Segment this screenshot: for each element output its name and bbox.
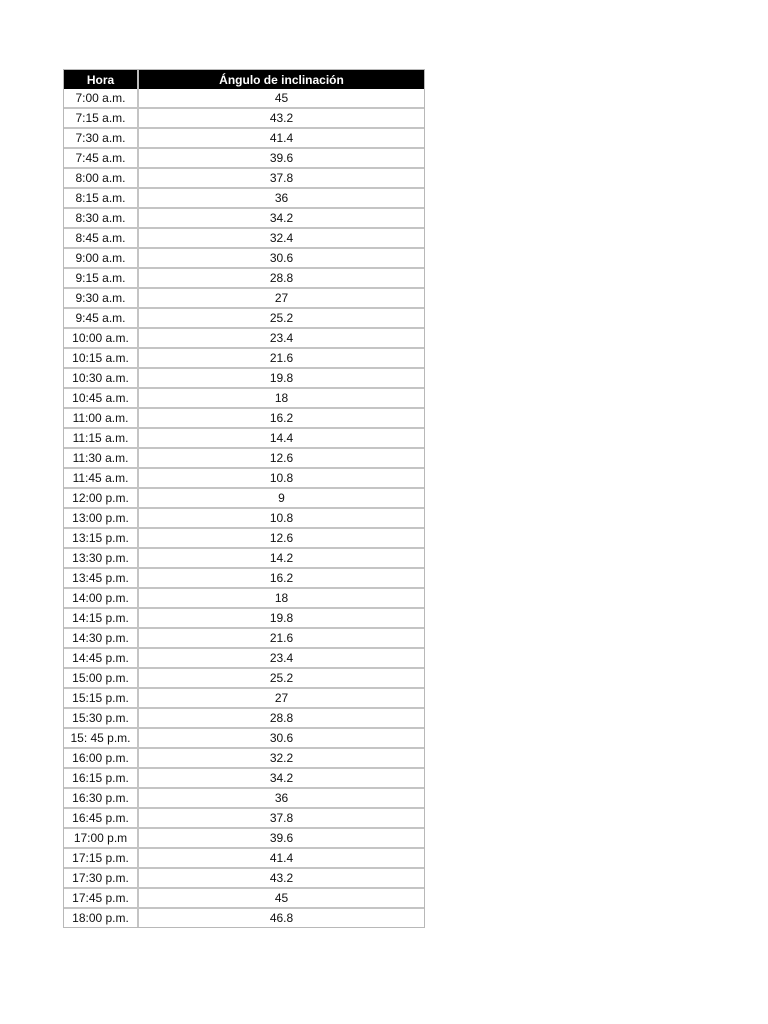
cell-hora: 14:45 p.m. bbox=[64, 648, 138, 668]
cell-hora: 9:00 a.m. bbox=[64, 248, 138, 268]
cell-angulo: 28.8 bbox=[138, 708, 424, 728]
cell-angulo: 21.6 bbox=[138, 348, 424, 368]
cell-hora: 14:30 p.m. bbox=[64, 628, 138, 648]
cell-hora: 7:15 a.m. bbox=[64, 108, 138, 128]
cell-angulo: 46.8 bbox=[138, 908, 424, 927]
table-row bbox=[64, 428, 424, 448]
cell-hora: 13:15 p.m. bbox=[64, 528, 138, 548]
table-row bbox=[64, 308, 424, 328]
cell-hora: 10:00 a.m. bbox=[64, 328, 138, 348]
cell-hora: 17:15 p.m. bbox=[64, 848, 138, 868]
cell-angulo: 10.8 bbox=[138, 468, 424, 488]
cell-hora: 13:00 p.m. bbox=[64, 508, 138, 528]
cell-angulo: 23.4 bbox=[138, 648, 424, 668]
cell-hora: 10:45 a.m. bbox=[64, 388, 138, 408]
cell-angulo: 21.6 bbox=[138, 628, 424, 648]
table-row bbox=[64, 108, 424, 128]
table-row bbox=[64, 188, 424, 208]
cell-angulo: 12.6 bbox=[138, 448, 424, 468]
cell-hora: 13:45 p.m. bbox=[64, 568, 138, 588]
cell-hora: 14:00 p.m. bbox=[64, 588, 138, 608]
cell-angulo: 32.2 bbox=[138, 748, 424, 768]
table-row bbox=[64, 488, 424, 508]
cell-angulo: 16.2 bbox=[138, 408, 424, 428]
table-row bbox=[64, 868, 424, 888]
cell-hora: 17:30 p.m. bbox=[64, 868, 138, 888]
cell-hora: 18:00 p.m. bbox=[64, 908, 138, 927]
cell-angulo: 23.4 bbox=[138, 328, 424, 348]
cell-angulo: 45 bbox=[138, 888, 424, 908]
cell-angulo: 37.8 bbox=[138, 168, 424, 188]
cell-angulo: 34.2 bbox=[138, 768, 424, 788]
table-row bbox=[64, 848, 424, 868]
cell-angulo: 39.6 bbox=[138, 828, 424, 848]
table-row bbox=[64, 288, 424, 308]
cell-hora: 11:30 a.m. bbox=[64, 448, 138, 468]
cell-angulo: 43.2 bbox=[138, 108, 424, 128]
table-row bbox=[64, 148, 424, 168]
cell-hora: 16:00 p.m. bbox=[64, 748, 138, 768]
cell-hora: 13:30 p.m. bbox=[64, 548, 138, 568]
cell-angulo: 41.4 bbox=[138, 128, 424, 148]
cell-angulo: 39.6 bbox=[138, 148, 424, 168]
cell-hora: 8:00 a.m. bbox=[64, 168, 138, 188]
data-table-container bbox=[63, 69, 425, 928]
table-row bbox=[64, 348, 424, 368]
cell-angulo: 43.2 bbox=[138, 868, 424, 888]
table-row bbox=[64, 768, 424, 788]
cell-angulo: 25.2 bbox=[138, 668, 424, 688]
table-row bbox=[64, 568, 424, 588]
cell-hora: 7:45 a.m. bbox=[64, 148, 138, 168]
cell-angulo: 36 bbox=[138, 788, 424, 808]
cell-hora: 16:45 p.m. bbox=[64, 808, 138, 828]
table-row bbox=[64, 828, 424, 848]
cell-angulo: 30.6 bbox=[138, 728, 424, 748]
cell-hora: 17:45 p.m. bbox=[64, 888, 138, 908]
cell-angulo: 32.4 bbox=[138, 228, 424, 248]
cell-hora: 10:30 a.m. bbox=[64, 368, 138, 388]
table-row bbox=[64, 808, 424, 828]
cell-angulo: 19.8 bbox=[138, 608, 424, 628]
cell-angulo: 14.4 bbox=[138, 428, 424, 448]
cell-hora: 15:00 p.m. bbox=[64, 668, 138, 688]
cell-angulo: 16.2 bbox=[138, 568, 424, 588]
cell-hora: 10:15 a.m. bbox=[64, 348, 138, 368]
inclination-table bbox=[64, 70, 424, 927]
table-row bbox=[64, 408, 424, 428]
header-hora: Hora bbox=[64, 70, 138, 89]
table-row bbox=[64, 268, 424, 288]
table-row bbox=[64, 548, 424, 568]
table-row bbox=[64, 248, 424, 268]
table-row bbox=[64, 708, 424, 728]
table-row bbox=[64, 508, 424, 528]
table-row bbox=[64, 168, 424, 188]
table-row bbox=[64, 368, 424, 388]
cell-hora: 8:15 a.m. bbox=[64, 188, 138, 208]
table-row bbox=[64, 888, 424, 908]
table-row bbox=[64, 748, 424, 768]
table-row bbox=[64, 608, 424, 628]
table-row bbox=[64, 328, 424, 348]
cell-angulo: 18 bbox=[138, 388, 424, 408]
cell-hora: 17:00 p.m bbox=[64, 828, 138, 848]
table-row bbox=[64, 588, 424, 608]
table-row bbox=[64, 528, 424, 548]
table-row bbox=[64, 728, 424, 748]
cell-angulo: 12.6 bbox=[138, 528, 424, 548]
cell-angulo: 18 bbox=[138, 588, 424, 608]
cell-angulo: 27 bbox=[138, 688, 424, 708]
cell-angulo: 25.2 bbox=[138, 308, 424, 328]
table-row bbox=[64, 89, 424, 108]
cell-hora: 15: 45 p.m. bbox=[64, 728, 138, 748]
cell-hora: 15:15 p.m. bbox=[64, 688, 138, 708]
cell-hora: 7:00 a.m. bbox=[64, 89, 138, 108]
cell-hora: 12:00 p.m. bbox=[64, 488, 138, 508]
table-body bbox=[64, 89, 424, 927]
cell-angulo: 19.8 bbox=[138, 368, 424, 388]
cell-angulo: 45 bbox=[138, 89, 424, 108]
cell-hora: 8:30 a.m. bbox=[64, 208, 138, 228]
cell-hora: 9:30 a.m. bbox=[64, 288, 138, 308]
cell-hora: 16:15 p.m. bbox=[64, 768, 138, 788]
table-row bbox=[64, 388, 424, 408]
cell-hora: 9:45 a.m. bbox=[64, 308, 138, 328]
cell-hora: 14:15 p.m. bbox=[64, 608, 138, 628]
table-row bbox=[64, 628, 424, 648]
table-row bbox=[64, 788, 424, 808]
cell-angulo: 28.8 bbox=[138, 268, 424, 288]
table-row bbox=[64, 468, 424, 488]
cell-angulo: 9 bbox=[138, 488, 424, 508]
cell-hora: 8:45 a.m. bbox=[64, 228, 138, 248]
table-row bbox=[64, 908, 424, 927]
table-row bbox=[64, 688, 424, 708]
cell-hora: 11:15 a.m. bbox=[64, 428, 138, 448]
cell-hora: 11:45 a.m. bbox=[64, 468, 138, 488]
cell-hora: 11:00 a.m. bbox=[64, 408, 138, 428]
cell-angulo: 14.2 bbox=[138, 548, 424, 568]
table-row bbox=[64, 648, 424, 668]
table-row bbox=[64, 128, 424, 148]
cell-angulo: 27 bbox=[138, 288, 424, 308]
cell-angulo: 10.8 bbox=[138, 508, 424, 528]
table-header-row bbox=[64, 70, 424, 89]
cell-angulo: 34.2 bbox=[138, 208, 424, 228]
cell-hora: 9:15 a.m. bbox=[64, 268, 138, 288]
table-row bbox=[64, 208, 424, 228]
cell-angulo: 37.8 bbox=[138, 808, 424, 828]
table-row bbox=[64, 228, 424, 248]
cell-angulo: 30.6 bbox=[138, 248, 424, 268]
table-row bbox=[64, 668, 424, 688]
cell-hora: 15:30 p.m. bbox=[64, 708, 138, 728]
header-angulo: Ángulo de inclinación bbox=[138, 70, 424, 89]
cell-hora: 7:30 a.m. bbox=[64, 128, 138, 148]
cell-angulo: 36 bbox=[138, 188, 424, 208]
cell-angulo: 41.4 bbox=[138, 848, 424, 868]
cell-hora: 16:30 p.m. bbox=[64, 788, 138, 808]
table-row bbox=[64, 448, 424, 468]
